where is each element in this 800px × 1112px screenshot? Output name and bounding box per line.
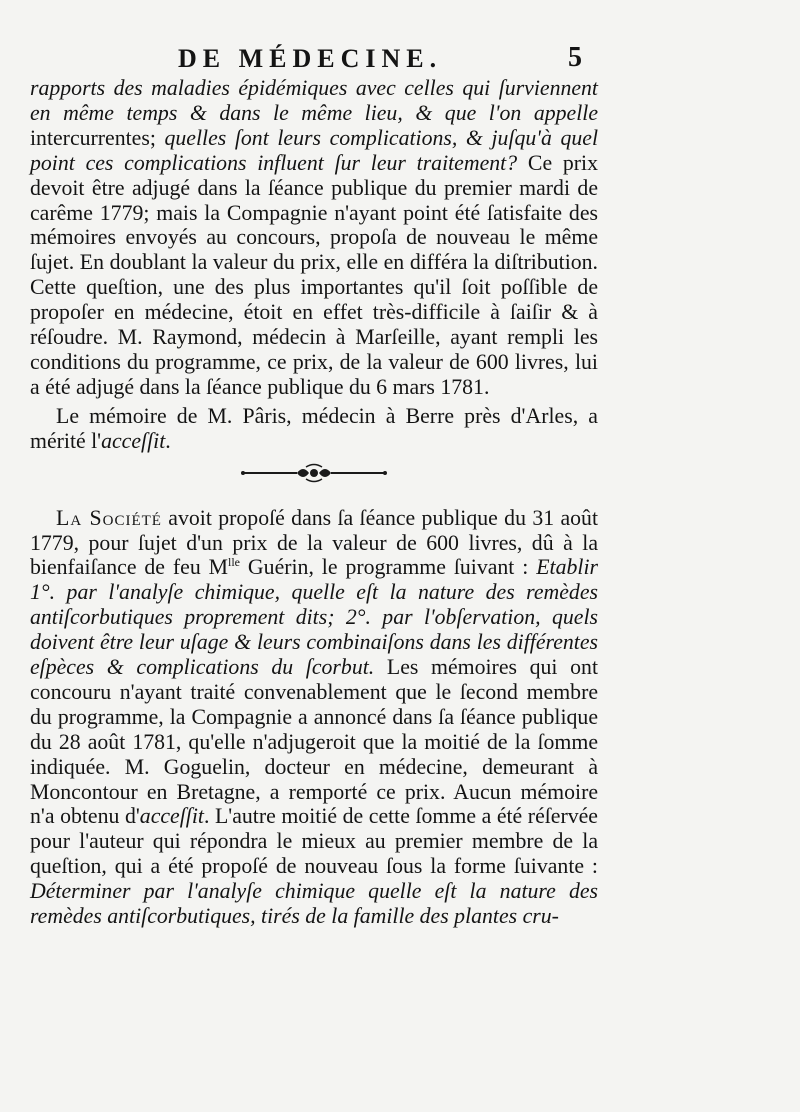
paragraph-text: . bbox=[165, 428, 171, 453]
ornamental-rule bbox=[30, 462, 598, 490]
superscript-lle: lle bbox=[228, 555, 241, 570]
page-number: 5 bbox=[568, 42, 582, 73]
paragraph-text: . L'autre moitié de cette ſomme a été réſervée pour l'auteur qui répondra le mieux au premier membre de la queſtion, qui a été propoſé de nouveau ſous la forme ſuivante : bbox=[30, 804, 598, 879]
italic-question-text: quelles ſont leurs complications, & juſqu'à quel point ces complications influent ſur leur traitement? bbox=[30, 125, 599, 175]
paragraph-text: avoit propoſé dans ſa ſéance publique du 31 août 1779, pour ſujet d'un prix de la valeur de 600 livres, dû à la bienfaiſance de feu M bbox=[30, 505, 598, 580]
paragraph-text: Ce prix devoit être adjugé dans la ſéance publique du premier mardi de carême 1779; mais la Compagnie n'ayant point été ſatisfaite des mémoires envoyés au concours, propoſa de nouveau le même ſujet. En doublant la valeur du prix, elle en différa la diſtribution. Cette queſtion, une des plus importantes qu'il ſoit poſſible de propoſer en médecine, étoit en effet très-difficile à ſaiſir & à réſoudre. M. Raymond, médecin à Marſeille, ayant rempli les conditions du programme, ce prix, de la valeur de 600 livres, lui a été adjugé dans la ſéance publique du 6 mars 1781. bbox=[30, 150, 598, 399]
italic-question-text: Déterminer par l'analyſe chimique quelle eſt la nature des remèdes antiſcorbutiques, tirés de la famille des plantes cru- bbox=[30, 879, 598, 929]
paragraph-text: Les mémoires qui ont concouru n'ayant traité convenablement que le ſecond membre du programme, la Compagnie a annoncé dans ſa ſéance publique du 28 août 1781, qu'elle n'adjugeroit que la moitié de la ſomme indiquée. M. Goguelin, docteur en médecine, demeurant à Moncontour en Bretagne, a remporté ce prix. Aucun mémoire n'a obtenu d' bbox=[30, 655, 598, 829]
paragraph-text: Guérin, le programme ſuivant : bbox=[240, 555, 537, 580]
italic-accessit: acceſſit bbox=[101, 428, 166, 453]
italic-programme-text: Etablir 1°. par l'analyſe chimique, quelle eſt la nature des remèdes antiſcorbutiques proprement dits; 2°. par l'obſervation, quels doivent être leur uſage & leurs combinaiſons dans les différentes eſpèces & complications du ſcorbut. bbox=[30, 555, 598, 680]
paragraph-prize-antiscorbutic bbox=[30, 506, 598, 929]
paragraph-prize-epidemic-diseases bbox=[30, 76, 598, 400]
running-head: DE MÉDECINE. bbox=[178, 44, 443, 73]
body-text bbox=[30, 76, 598, 929]
paragraph-accessit-paris bbox=[30, 404, 598, 454]
paragraph-text: Le mémoire de M. Pâris, médecin à Berre près d'Arles, a mérité l' bbox=[30, 403, 598, 453]
paragraph-text: intercurrentes; bbox=[30, 125, 165, 150]
italic-accessit: acceſſit bbox=[139, 804, 204, 829]
italic-question-text: rapports des maladies épidémiques avec celles qui ſurviennent en même temps & dans le même lieu, & que l'on appelle bbox=[30, 76, 598, 125]
page-header bbox=[0, 44, 800, 80]
paragraph-lead-smallcaps: La Société bbox=[56, 505, 162, 530]
ornament-graphic bbox=[239, 462, 389, 484]
